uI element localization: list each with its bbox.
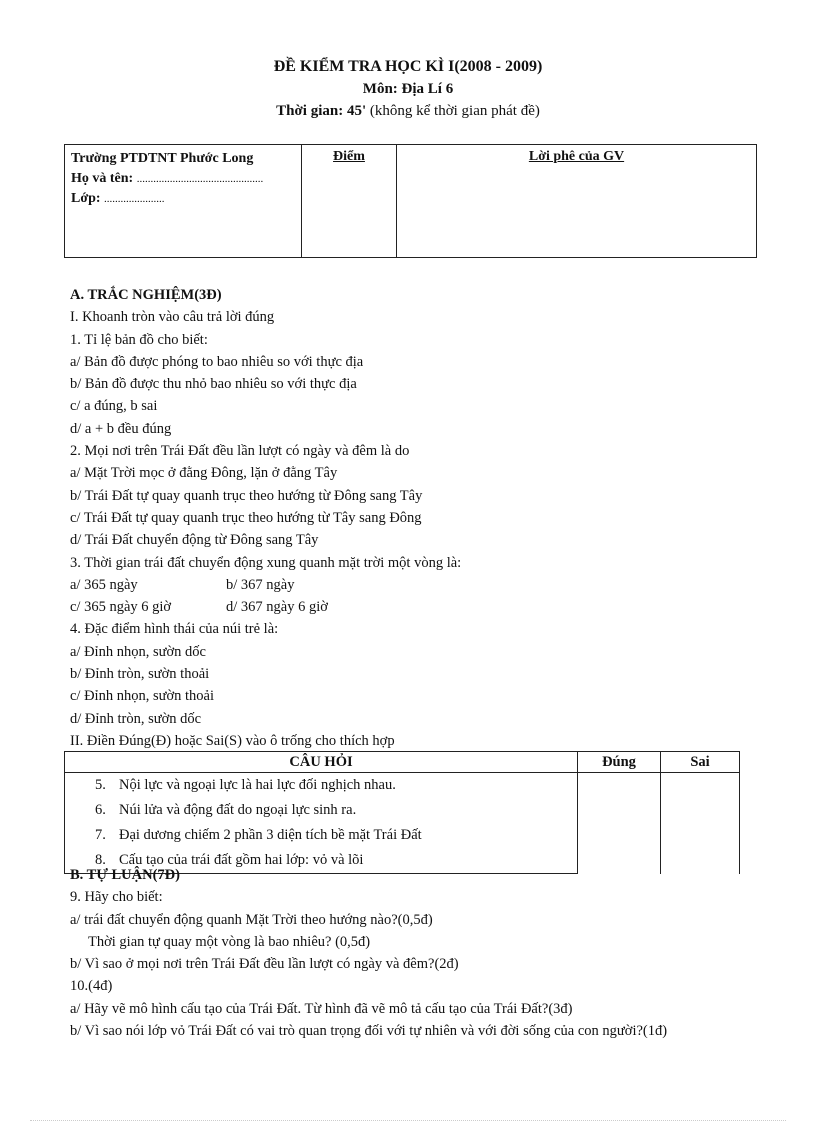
q4-option-b[interactable]: b/ Đỉnh tròn, sườn thoải [70,666,210,683]
q1-option-a[interactable]: a/ Bản đồ được phóng to bao nhiêu so với thực địa [70,353,364,370]
time-line [0,100,816,122]
exam-title: ĐỀ KIỂM TRA HỌC KÌ I(2008 - 2009) [273,58,543,75]
q2-option-d[interactable]: d/ Trái Đất chuyển động từ Đông sang Tây [70,532,319,549]
q9-part-b: b/ Vì sao ở mọi nơi trên Trái Đất đều lần lượt có ngày và đêm?(2đ) [70,956,459,973]
tf-question-cell [65,773,578,799]
col-true-header: Đúng [578,752,661,773]
false-answer-cell[interactable] [661,773,740,874]
part-b-heading: B. TỰ LUẬN(7Đ) [70,867,180,883]
comment-cell[interactable] [397,145,757,258]
name-field[interactable] [71,169,295,189]
subject-line: Môn: Địa Lí 6 [362,81,454,97]
q3-option-b[interactable]: b/ 367 ngày [226,576,295,593]
q2-option-c[interactable]: c/ Trái Đất tự quay quanh trục theo hướng từ Tây sang Đông [70,509,422,526]
q9-part-a-followup: Thời gian tự quay một vòng là bao nhiêu? (0,5đ) [88,933,371,950]
table-row [65,773,740,799]
tf-question-text: Đại dương chiếm 2 phần 3 diện tích bề mặt Trái Đất [119,827,422,843]
comment-label: Lời phê của GV [528,149,625,164]
score-cell[interactable] [302,145,397,258]
time-label: Thời gian: 45' [276,103,367,119]
q2-option-a[interactable]: a/ Mặt Trời mọc ở đằng Đông, lặn ở đằng Tây [70,465,338,482]
part-a-heading: A. TRẮC NGHIỆM(3Đ) [70,287,222,303]
q2-option-b[interactable]: b/ Trái Đất tự quay quanh trục theo hướng từ Đông sang Tây [70,487,423,504]
question-4: 4. Đặc điểm hình thái của núi trẻ là: [70,621,279,638]
q1-option-d[interactable]: d/ a + b đều đúng [70,420,172,437]
q10-part-a: a/ Hãy vẽ mô hình cấu tạo của Trái Đất. Từ hình đã vẽ mô tả cấu tạo của Trái Đất?(3đ) [70,1000,573,1017]
q3-option-d[interactable]: d/ 367 ngày 6 giờ [226,599,328,616]
tf-question-text: Nội lực và ngoại lực là hai lực đối nghịch nhau. [119,777,396,793]
time-note: (không kể thời gian phát đề) [369,103,540,119]
q1-option-c[interactable]: c/ a đúng, b sai [70,398,158,415]
student-info-table [64,144,757,258]
name-label: Họ và tên: [71,171,134,186]
question-1: 1. Tỉ lệ bản đồ cho biết: [70,331,208,348]
q3-options-row-1 [70,574,735,596]
class-dots: ...................... [104,193,165,205]
true-false-table [64,751,740,874]
school-name: Trường PTDTNT Phước Long [71,151,254,166]
part-b [70,864,740,1042]
student-info-cell [65,145,302,258]
q3-option-a[interactable]: a/ 365 ngày [70,576,138,593]
part-a [70,284,735,752]
tf-question-text: Núi lửa và động đất do ngoại lực sinh ra. [119,802,357,818]
q10-part-b: b/ Vì sao nói lớp vỏ Trái Đất có vai trò quan trọng đối với tự nhiên và với đời sống của con người?(1đ) [70,1023,668,1040]
q4-option-a[interactable]: a/ Đỉnh nhọn, sườn dốc [70,643,206,660]
q3-options-row-2 [70,596,735,618]
q4-option-d[interactable]: d/ Đỉnh tròn, sườn dốc [70,710,202,727]
q9-part-a: a/ trái đất chuyển động quanh Mặt Trời theo hướng nào?(0,5đ) [70,911,433,928]
class-label: Lớp: [71,191,101,206]
tf-question-number: 6. [95,802,106,818]
q3-option-c[interactable]: c/ 365 ngày 6 giờ [70,599,172,616]
true-answer-cell[interactable] [578,773,661,874]
question-9: 9. Hãy cho biết: [70,889,163,906]
col-false-header: Sai [661,752,740,773]
title-block [0,56,816,122]
score-label: Điểm [333,149,365,164]
tf-question-number: 8. [95,852,106,868]
question-10: 10.(4đ) [70,978,113,995]
name-dots: .............................................. [136,173,264,185]
class-field[interactable] [71,189,295,209]
tf-question-number: 5. [95,777,106,793]
question-3: 3. Thời gian trái đất chuyển động xung quanh mặt trời một vòng là: [70,554,462,571]
question-2: 2. Mọi nơi trên Trái Đất đều lần lượt có ngày và đêm là do [70,443,410,460]
tf-question-cell [65,798,578,823]
section-2-instruction: II. Điền Đúng(Đ) hoặc Sai(S) vào ô trống cho thích hợp [70,732,395,749]
page-bottom-divider [30,1120,786,1121]
section-1-instruction: I. Khoanh tròn vào câu trả lời đúng [70,309,275,326]
tf-question-number: 7. [95,827,106,843]
q1-option-b[interactable]: b/ Bản đồ được thu nhỏ bao nhiêu so với thực địa [70,376,357,393]
col-question-header: CÂU HỎI [65,752,578,773]
tf-question-text: Cấu tạo của trái đất gồm hai lớp: vỏ và lõi [119,852,364,868]
q4-option-c[interactable]: c/ Đỉnh nhọn, sườn thoải [70,688,215,705]
tf-question-cell [65,823,578,848]
